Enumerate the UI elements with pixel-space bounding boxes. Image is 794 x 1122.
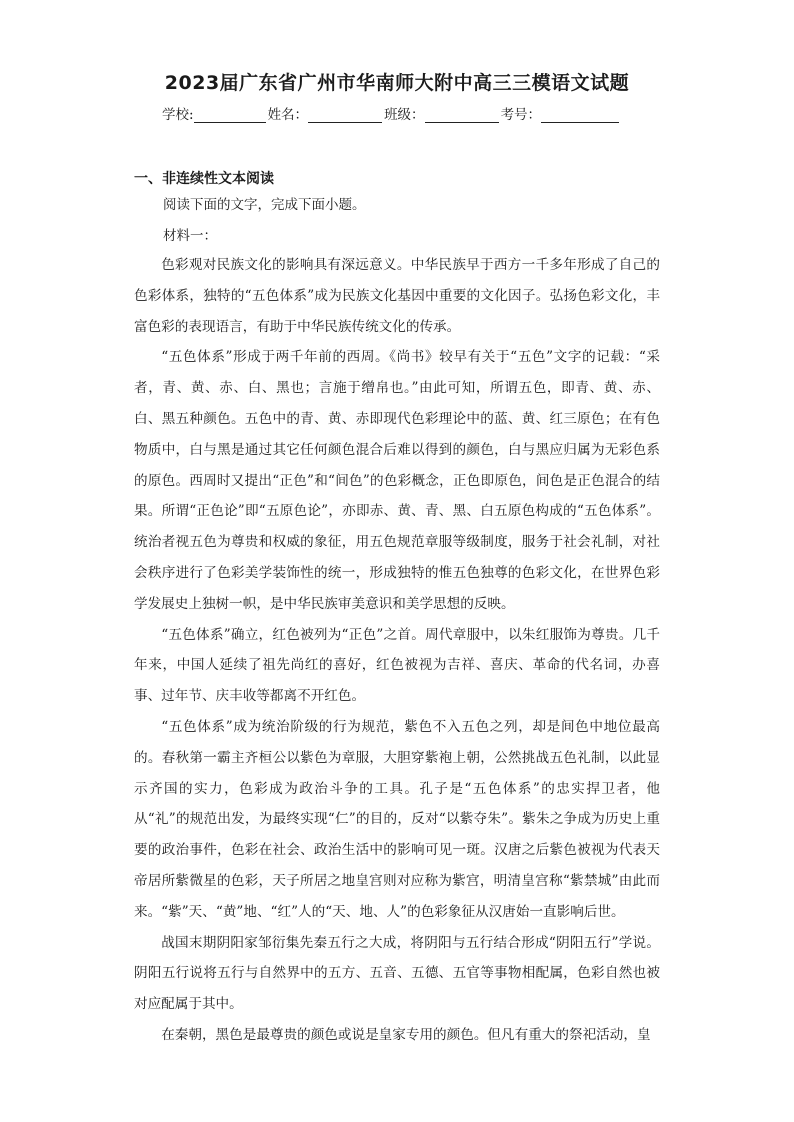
student-info-row	[162, 103, 621, 123]
name-blank[interactable]	[308, 107, 382, 123]
reading-instruction: 阅读下面的文字，完成下面小题。	[163, 197, 366, 213]
name-label: 姓名：	[267, 107, 309, 123]
exam-number-label: 考号：	[500, 107, 542, 123]
school-field	[162, 103, 268, 123]
exam-number-field	[501, 103, 622, 123]
class-label: 班级：	[384, 107, 425, 123]
name-field	[268, 103, 385, 123]
school-blank[interactable]	[194, 107, 266, 123]
passage-paragraph: 色彩观对民族文化的影响具有深远意义。中华民族早于西方一千多年形成了自己的色彩体系，独特的“五色体系”成为民族文化基因中重要的文化因子。弘扬色彩文化，丰富色彩的表现语言，有助于中华民族传统文化的传承。	[134, 257, 660, 335]
class-field	[384, 103, 501, 123]
passage-paragraph: 战国末期阴阳家邹衍集先秦五行之大成，将阴阳与五行结合形成“阴阳五行”学说。阴阳五行说将五行与自然界中的五方、五音、五德、五官等事物相配属，色彩自然也被对应配属于其中。	[134, 934, 660, 1013]
exam-number-blank[interactable]	[541, 107, 619, 123]
passage-paragraph: 在秦朝，黑色是最尊贵的颜色或说是皇家专用的颜色。但凡有重大的祭祀活动，皇	[161, 1026, 651, 1043]
school-label: 学校:	[162, 107, 194, 123]
class-blank[interactable]	[425, 107, 499, 123]
passage-paragraph: “五色体系”确立，红色被列为“正色”之首。周代章服中，以朱红服饰为尊贵。几千年来，中国人延续了祖先尚红的喜好，红色被视为吉祥、喜庆、革命的代名词，办喜事、过年节、庆丰收等都离不开红色。	[134, 626, 660, 705]
document-title: 2023届广东省广州市华南师大附中高三三模语文试题	[164, 72, 630, 94]
material-label: 材料一：	[163, 228, 217, 244]
passage-paragraph: “五色体系”形成于两千年前的西周。《尚书》较早有关于“五色”文字的记载：“采者，青、黄、赤、白、黑也；言施于缯帛也。”由此可知，所谓五色，即青、黄、赤、白、黑五种颜色。五色中的青、黄、赤即现代色彩理论中的蓝、黄、红三原色；在有色物质中，白与黑是通过其它任何颜色混合后难以得到的颜色，白与黑应归属为无彩色系的原色。西周时又提出“正色”和“间色”的色彩概念，正色即原色，间色是正色混合的结果。所谓“正色论”即“五原色论”，亦即赤、黄、青、黑、白五原色构成的“五色体系”。统治者视五色为尊贵和权威的象征，用五色规范章服等级制度，服务于社会礼制，对社会秩序进行了色彩美学装饰性的统一，形成独特的惟五色独尊的色彩文化，在世界色彩学发展史上独树一帜，是中华民族审美意识和美学思想的反映。	[134, 349, 660, 612]
passage-body	[134, 250, 660, 1051]
section-heading: 一、非连续性文本阅读	[134, 171, 274, 187]
passage-paragraph: “五色体系”成为统治阶级的行为规范，紫色不入五色之列，却是间色中地位最高的。春秋第一霸主齐桓公以紫色为章服，大胆穿紫袍上朝，公然挑战五色礼制，以此显示齐国的实力，色彩成为政治斗争的工具。孔子是“五色体系”的忠实捍卫者，他从“礼”的规范出发，为最终实现“仁”的目的，反对“以紫夺朱”。紫朱之争成为历史上重要的政治事件，色彩在社会、政治生活中的影响可见一斑。汉唐之后紫色被视为代表天帝居所紫微星的色彩，天子所居之地皇宫则对应称为紫宫，明清皇宫称“紫禁城”由此而来。“紫”天、“黄”地、“红”人的“天、地、人”的色彩象征从汉唐始一直影响后世。	[134, 718, 660, 920]
